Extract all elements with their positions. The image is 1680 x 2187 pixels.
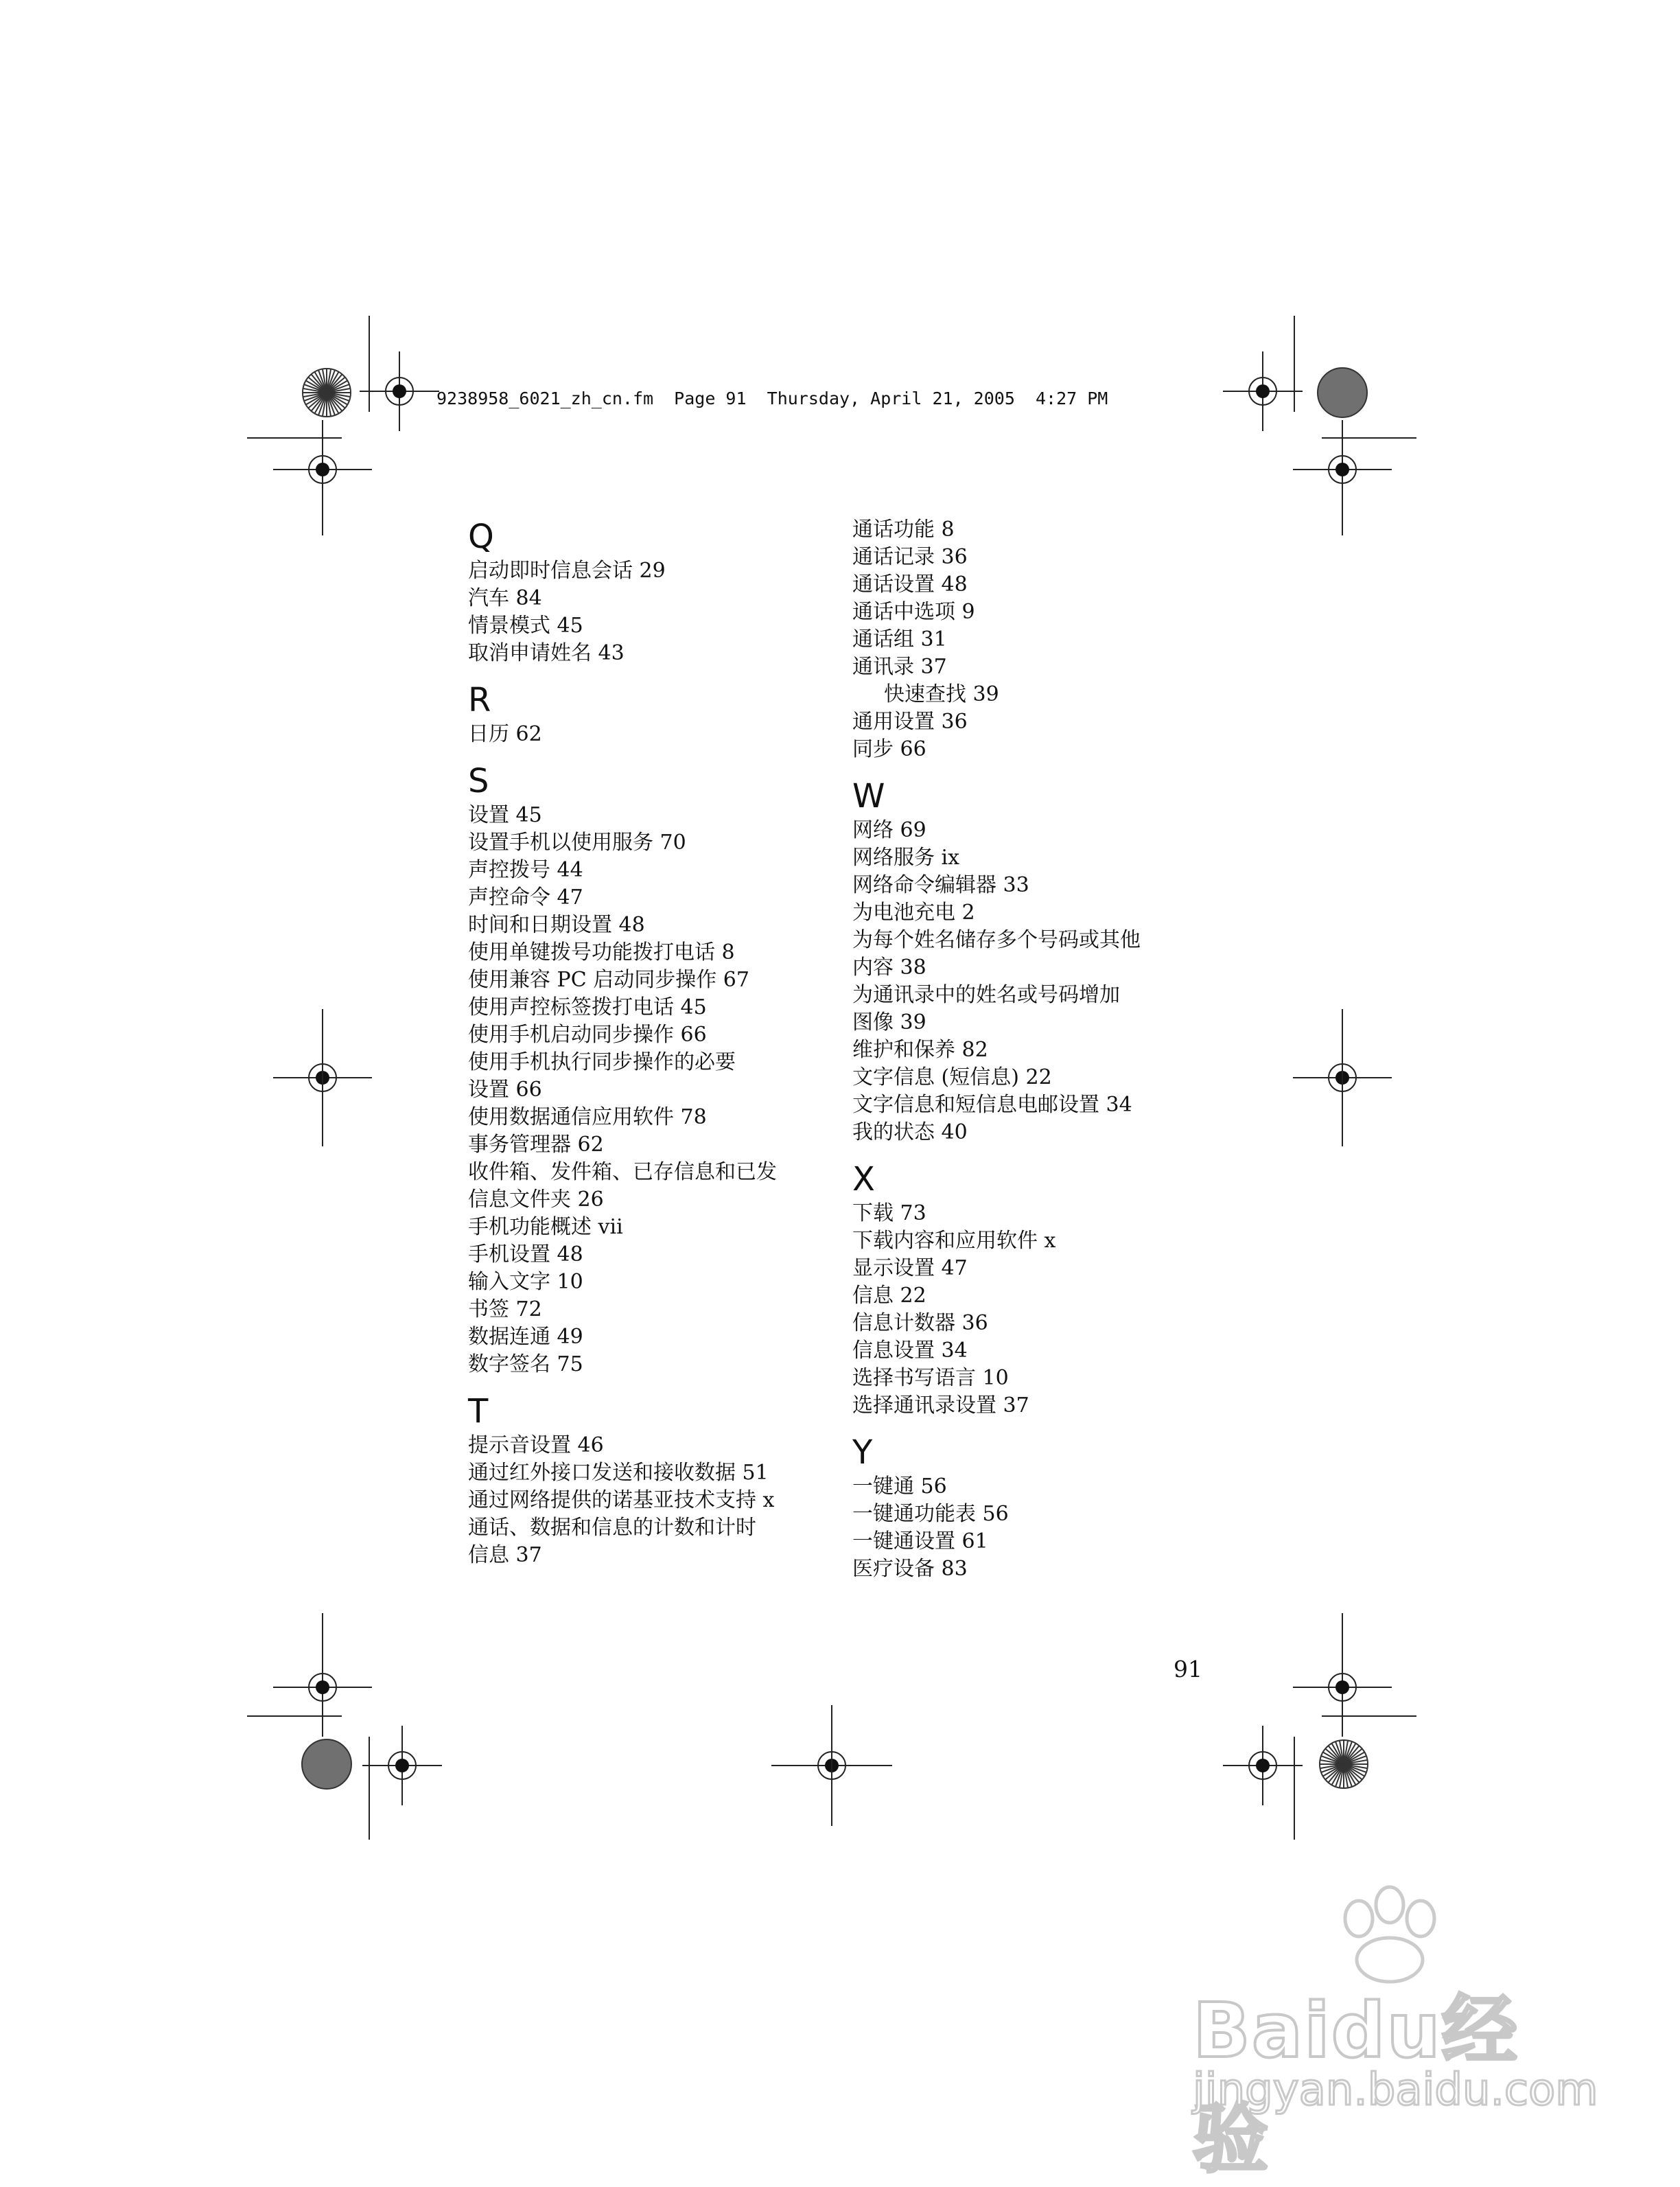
index-entry: 信息 22 — [852, 1284, 926, 1308]
index-entry: 图像 39 — [852, 1010, 926, 1034]
index-entry: 医疗设备 83 — [852, 1557, 968, 1581]
solid-target-icon — [302, 1739, 351, 1789]
section-letter: W — [852, 777, 885, 815]
index-entry: 书签 72 — [468, 1297, 542, 1321]
index-entry: 为通讯录中的姓名或号码增加 — [852, 983, 1120, 1007]
index-entry: 内容 38 — [852, 956, 926, 980]
paw-logo-icon — [1318, 1881, 1455, 1984]
crosshair-icon — [1223, 1726, 1303, 1805]
starburst-target-icon — [1320, 1740, 1368, 1788]
section-letter: R — [468, 681, 491, 719]
index-entry: 事务管理器 62 — [468, 1133, 604, 1157]
index-entry: 使用数据通信应用软件 78 — [468, 1105, 707, 1129]
section-letter: Y — [852, 1433, 873, 1472]
index-entry: 维护和保养 82 — [852, 1038, 988, 1062]
index-entry: 通话、数据和信息的计数和计时 — [468, 1516, 756, 1540]
index-entry: 信息 37 — [468, 1543, 542, 1567]
index-entry: 选择通讯录设置 37 — [852, 1393, 1029, 1418]
index-entry: 文字信息和短信息电邮设置 34 — [852, 1093, 1132, 1117]
index-entry: 使用单键拨号功能拨打电话 8 — [468, 940, 735, 964]
index-entry: 数字签名 75 — [468, 1352, 583, 1376]
index-entry: 为电池充电 2 — [852, 901, 975, 925]
watermark-url: jingyan.baidu.com — [1193, 2065, 1598, 2116]
index-entry: 通用设置 36 — [852, 710, 968, 734]
index-entry: 选择书写语言 10 — [852, 1366, 1009, 1390]
index-entry: 提示音设置 46 — [468, 1433, 604, 1457]
index-entry: 网络命令编辑器 33 — [852, 873, 1029, 897]
index-entry: 情景模式 45 — [468, 614, 583, 638]
index-entry: 信息文件夹 26 — [468, 1188, 604, 1212]
index-entry: 汽车 84 — [468, 586, 542, 610]
index-entry: 为每个姓名储存多个号码或其他 — [852, 928, 1141, 952]
index-entry: 设置 66 — [468, 1078, 542, 1102]
index-entry: 通讯录 37 — [852, 655, 947, 679]
index-entry: 通过红外接口发送和接收数据 51 — [468, 1461, 769, 1485]
index-entry: 通话组 31 — [852, 627, 947, 651]
crosshair-icon — [1293, 420, 1392, 519]
index-entry: 声控命令 47 — [468, 886, 583, 910]
section-letter: T — [468, 1392, 489, 1431]
index-entry: 设置手机以使用服务 70 — [468, 831, 686, 855]
index-entry: 使用手机启动同步操作 66 — [468, 1023, 707, 1047]
index-entry: 启动即时信息会话 29 — [468, 559, 666, 583]
index-entry: 手机功能概述 vii — [468, 1215, 623, 1239]
index-entry: 我的状态 40 — [852, 1120, 968, 1144]
index-entry: 下载 73 — [852, 1201, 926, 1225]
index-entry: 一键通设置 61 — [852, 1529, 988, 1553]
index-entry: 信息设置 34 — [852, 1339, 968, 1363]
section-letter: X — [852, 1160, 875, 1199]
baidu-watermark — [1180, 1881, 1598, 2183]
index-entry: 取消申请姓名 43 — [468, 641, 625, 665]
index-entry: 通话功能 8 — [852, 518, 955, 542]
index-entry: 显示设置 47 — [852, 1256, 968, 1280]
index-entry: 信息计数器 36 — [852, 1311, 988, 1335]
index-entry: 输入文字 10 — [468, 1270, 583, 1294]
watermark-logo-text: Baidu经验 — [1193, 1987, 1519, 2183]
crosshair-icon — [1223, 351, 1303, 431]
index-entry: 使用声控标签拨打电话 45 — [468, 995, 707, 1019]
crosshair-icon — [1293, 1638, 1392, 1737]
index-entry: 设置 45 — [468, 803, 542, 827]
index-entry: 声控拨号 44 — [468, 858, 583, 882]
index-entry: 通话设置 48 — [852, 572, 968, 597]
solid-target-icon — [1318, 368, 1367, 417]
starburst-target-icon — [303, 369, 351, 417]
index-subentry: 快速查找 39 — [884, 682, 999, 706]
index-entry: 下载内容和应用软件 x — [852, 1229, 1056, 1253]
crosshair-icon — [360, 351, 439, 431]
section-letter: S — [468, 762, 489, 800]
crosshair-icon — [273, 420, 372, 519]
index-entry: 使用手机执行同步操作的必要 — [468, 1050, 736, 1074]
index-entry: 同步 66 — [852, 737, 926, 761]
index-entry: 日历 62 — [468, 722, 542, 746]
crosshair-icon — [273, 1638, 372, 1737]
index-entry: 一键通 56 — [852, 1474, 947, 1498]
index-entry: 数据连通 49 — [468, 1325, 583, 1349]
index-entry: 通话中选项 9 — [852, 600, 975, 624]
section-letter: Q — [468, 518, 494, 556]
index-entry: 网络服务 ix — [852, 846, 960, 870]
crosshair-icon — [362, 1726, 442, 1805]
index-entry: 通话记录 36 — [852, 545, 968, 569]
file-slug: 9238958_6021_zh_cn.fm Page 91 Thursday, April 21, 2005 4:27 PM — [436, 389, 1108, 408]
page-number: 91 — [1174, 1656, 1202, 1682]
index-entry: 手机设置 48 — [468, 1242, 583, 1266]
index-entry: 网络 69 — [852, 818, 926, 842]
index-entry: 一键通功能表 56 — [852, 1502, 1009, 1526]
index-entry: 收件箱、发件箱、已存信息和已发 — [468, 1160, 777, 1184]
index-entry: 文字信息 (短信息) 22 — [852, 1065, 1052, 1089]
index-entry: 时间和日期设置 48 — [468, 913, 645, 937]
index-entry: 使用兼容 PC 启动同步操作 67 — [468, 968, 749, 992]
index-entry: 通过网络提供的诺基亚技术支持 x — [468, 1488, 775, 1512]
